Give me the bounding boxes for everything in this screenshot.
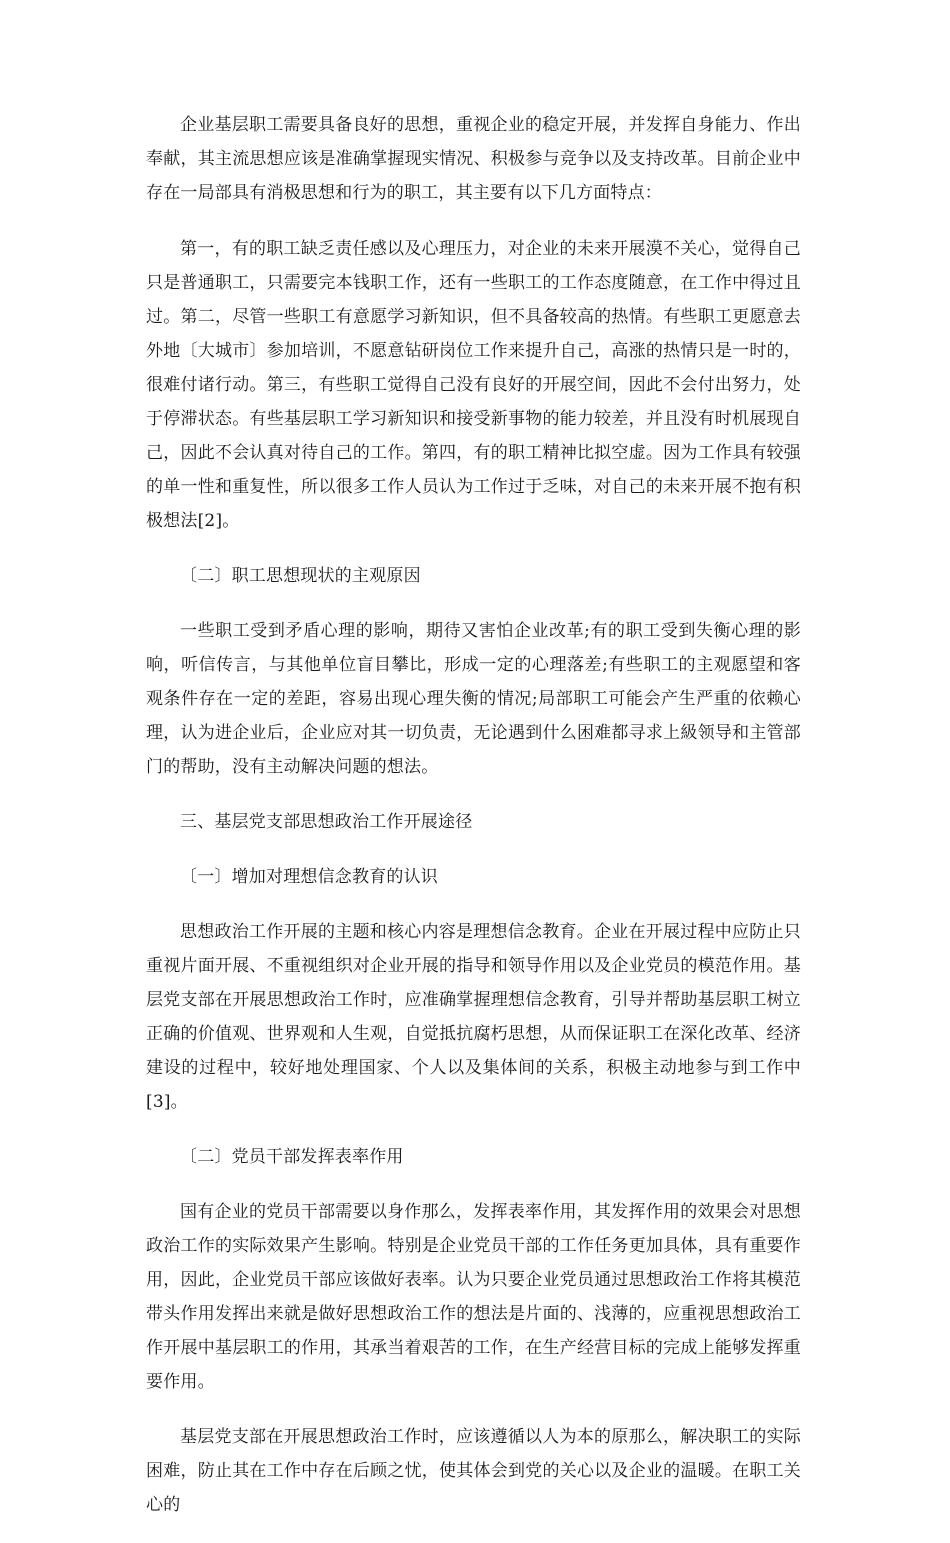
section-heading-ideals-education: 〔一〕增加对理想信念教育的认识 (180, 867, 438, 887)
paragraph-people-oriented: 基层党支部在开展思想政治工作时，应该遵循以人为本的原那么，解决职工的实际困难，防止其在工作中存在后顾之忧，使其体会到党的关心以及企业的温暖。在职工关心的 (146, 1427, 801, 1515)
section-heading-approaches: 三、基层党支部思想政治工作开展途径 (180, 812, 473, 832)
section-heading-cadre-role: 〔二〕党员干部发挥表率作用 (180, 1147, 404, 1167)
document-page (146, 108, 801, 1543)
paragraph-subjective-causes: 一些职工受到矛盾心理的影响，期待又害怕企业改革;有的职工受到失衡心理的影响，听信传言，与其他单位盲目攀比，形成一定的心理落差;有些职工的主观愿望和客观条件存在一定的差距，容易出现心理失衡的情况;局部职工可能会产生严重的依赖心理，认为进企业后，企业应对其一切负责，无论遇到什么困难都寻求上級领导和主管部门的帮助，没有主动解决问题的想法。 (146, 621, 801, 777)
paragraph-cadre-role: 国有企业的党员干部需要以身作那么，发挥表率作用，其发挥作用的效果会对思想政治工作的实际效果产生影响。特别是企业党员干部的工作任务更加具体，具有重要作用，因此，企业党员干部应该做好表率。认为只要企业党员通过思想政治工作将其模范带头作用发挥出来就是做好思想政治工作的想法是片面的、浅薄的，应重视思想政治工作开展中基层职工的作用，其承当着艰苦的工作，在生产经营目标的完成上能够发挥重要作用。 (146, 1202, 801, 1392)
paragraph-characteristics: 第一，有的职工缺乏责任感以及心理压力，对企业的未来开展漠不关心，觉得自己只是普通职工，只需要完本钱职工作，还有一些职工的工作态度随意，在工作中得过且过。第二，尽管一些职工有意愿学习新知识，但不具备较高的热情。有些职工更愿意去外地〔大城市〕参加培训，不愿意钻研岗位工作来提升自己，高涨的热情只是一时的，很难付诸行动。第三，有些职工觉得自己没有良好的开展空间，因此不会付出努力，处于停滞状态。有些基层职工学习新知识和接受新事物的能力较差，并且没有时机展现自己，因此不会认真对待自己的工作。第四，有的职工精神比拟空虚。因为工作具有较强的单一性和重复性，所以很多工作人员认为工作过于乏味，对自己的未来开展不抱有积极想法[2]。 (146, 239, 801, 531)
paragraph-ideals-education: 思想政治工作开展的主题和核心内容是理想信念教育。企业在开展过程中应防止只重视片面开展、不重视组织对企业开展的指导和领导作用以及企业党员的模范作用。基层党支部在开展思想政治工作时，应准确掌握理想信念教育，引导并帮助基层职工树立正确的价值观、世界观和人生观，自觉抵抗腐朽思想，从而保证职工在深化改革、经济建设的过程中，较好地处理国家、个人以及集体间的关系，积极主动地参与到工作中[3]。 (146, 922, 801, 1112)
paragraph-intro: 企业基层职工需要具备良好的思想，重视企业的稳定开展，并发挥自身能力、作出奉献，其主流思想应该是准确掌握现实情况、积极参与竞争以及支持改革。目前企业中存在一局部具有消极思想和行为的职工，其主要有以下几方面特点： (146, 115, 801, 203)
section-heading-subjective-causes: 〔二〕职工思想现状的主观原因 (180, 566, 421, 586)
